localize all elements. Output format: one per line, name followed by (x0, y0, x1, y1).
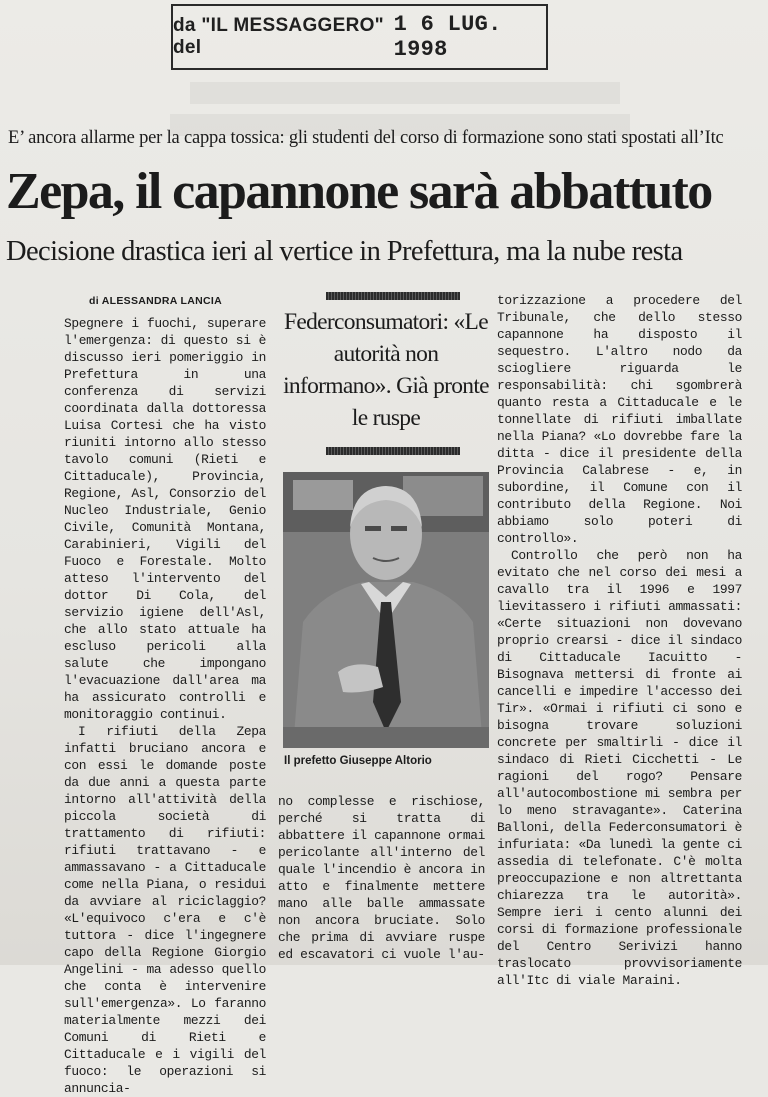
prefect-photo (283, 472, 489, 748)
photo-caption: Il prefetto Giuseppe Altorio (284, 755, 432, 767)
article-subhead: Decisione drastica ieri al vertice in Prefettura, ma la nube resta (6, 236, 683, 267)
stamp-date: 1 6 LUG. 1998 (393, 12, 502, 62)
stamp-source: da "IL MESSAGGERO" del (173, 15, 384, 58)
source-stamp (171, 4, 548, 70)
article-headline: Zepa, il capannone sarà abbattuto (6, 163, 712, 220)
paragraph: Spegnere i fuochi, superare l'emergenza: di questo si è discusso ieri pomeriggio in Prefettura in una conferenza di servizi coordinata dalla dottoressa Luisa Cortesi che ha visto riuniti intorno allo stesso tavolo comuni (Rieti e Cittaducale), Provincia, Regione, Asl, Consorzio del Nucleo Industriale, Genio Civile, Comunità Montana, Carabinieri, Vigili del Fuoco e Forestale. Molto atteso l'intervento del dottor Di Cola, del servizio igiene dell'Asl, che allo stato attuale ha escluso pericoli alla salute che impongano l'evacuazione dall'area ma ha assicurato controlli e monitoraggio continui. (64, 316, 266, 722)
sidebar-headline: Federconsumatori: «Le autorità non informano». Già pronte le ruspe (283, 309, 489, 431)
column-3 (497, 292, 742, 989)
paragraph: Controllo che però non ha evitato che nel corso dei mesi a cavallo tra il 1996 e 1997 lievitassero i rifiuti ammassati: «Certe situazioni non dovevano proprio crearsi - dice il sindaco di Cittaducale Iacuitto - Bisognava mettersi di fronte ai cancelli e impedire l'accesso dei Tir». «Ormai i rifiuti ci sono e bisogna trovare soluzioni concrete per smaltirli - dice il sindaco di Rieti Cicchetti - Le ragioni del rogo? Pensare all'autocombostione mi sembra per lo meno stravagante». Caterina Balloni, della Federconsumatori è infuriata: «Da lunedì la gente ci assedia di telefonate. C'è molta preoccupazione e non altrettanta chiarezza tra le autorità». Sempre ieri i cento alunni dei corsi di formazione professionale del Centro Serivizi hanno traslocato provvisoriamente all'Itc di viale Maraini. (497, 548, 742, 988)
sidebar-rule-bottom (326, 447, 460, 455)
photo-illustration (283, 472, 489, 748)
paragraph: I rifiuti della Zepa infatti bruciano ancora e con essi le domande poste da due anni a questa parte intorno all'attività della piccola società di trattamento di rifiuti: rifiuti trattavano - e ammassavano - a Cittaducale come nella Piana, o residui da avviare al riciclaggio? «L'equivoco c'era e c'è tuttora - dice l'ingegnere capo della Regione Giorgio Angelini - ma adesso quello che conta è intervenire sull'emergenza». Lo faranno materialmente mezzi dei Comuni di Rieti e Cittaducale e i vigili del fuoco: le operazioni si annuncia- (64, 724, 266, 1096)
byline: di ALESSANDRA LANCIA (89, 295, 222, 307)
column-2 (278, 793, 485, 963)
column-1 (64, 315, 266, 1097)
paragraph: torizzazione a procedere del Tribunale, che dello stesso capannone ha disposto il sequestro. L'altro nodo da sciogliere riguarda le responsabilità: chi sgombrerà quanto resta a Cittaducale e le tonnellate di rifiuti imballate nella Piana? «Lo dovrebbe fare la ditta - dice il presidente della Provincia Calabrese - e, in subordine, il Comune con il contributo della Regione. Noi abbiamo solo poteri di controllo». (497, 293, 742, 546)
paragraph: no complesse e rischiose, perché si tratta di abbattere il capannone ormai pericolante all'interno del quale l'incendio è ancora in atto e finalmente mettere mano alle balle ammassate non ancora bruciate. Solo che prima di avviare ruspe ed escavatori ci vuole l'au- (278, 794, 485, 962)
article-kicker: E’ ancora allarme per la cappa tossica: gli studenti del corso di formazione sono stati spostati all’Itc (8, 128, 724, 148)
sidebar-rule-top (326, 292, 460, 300)
